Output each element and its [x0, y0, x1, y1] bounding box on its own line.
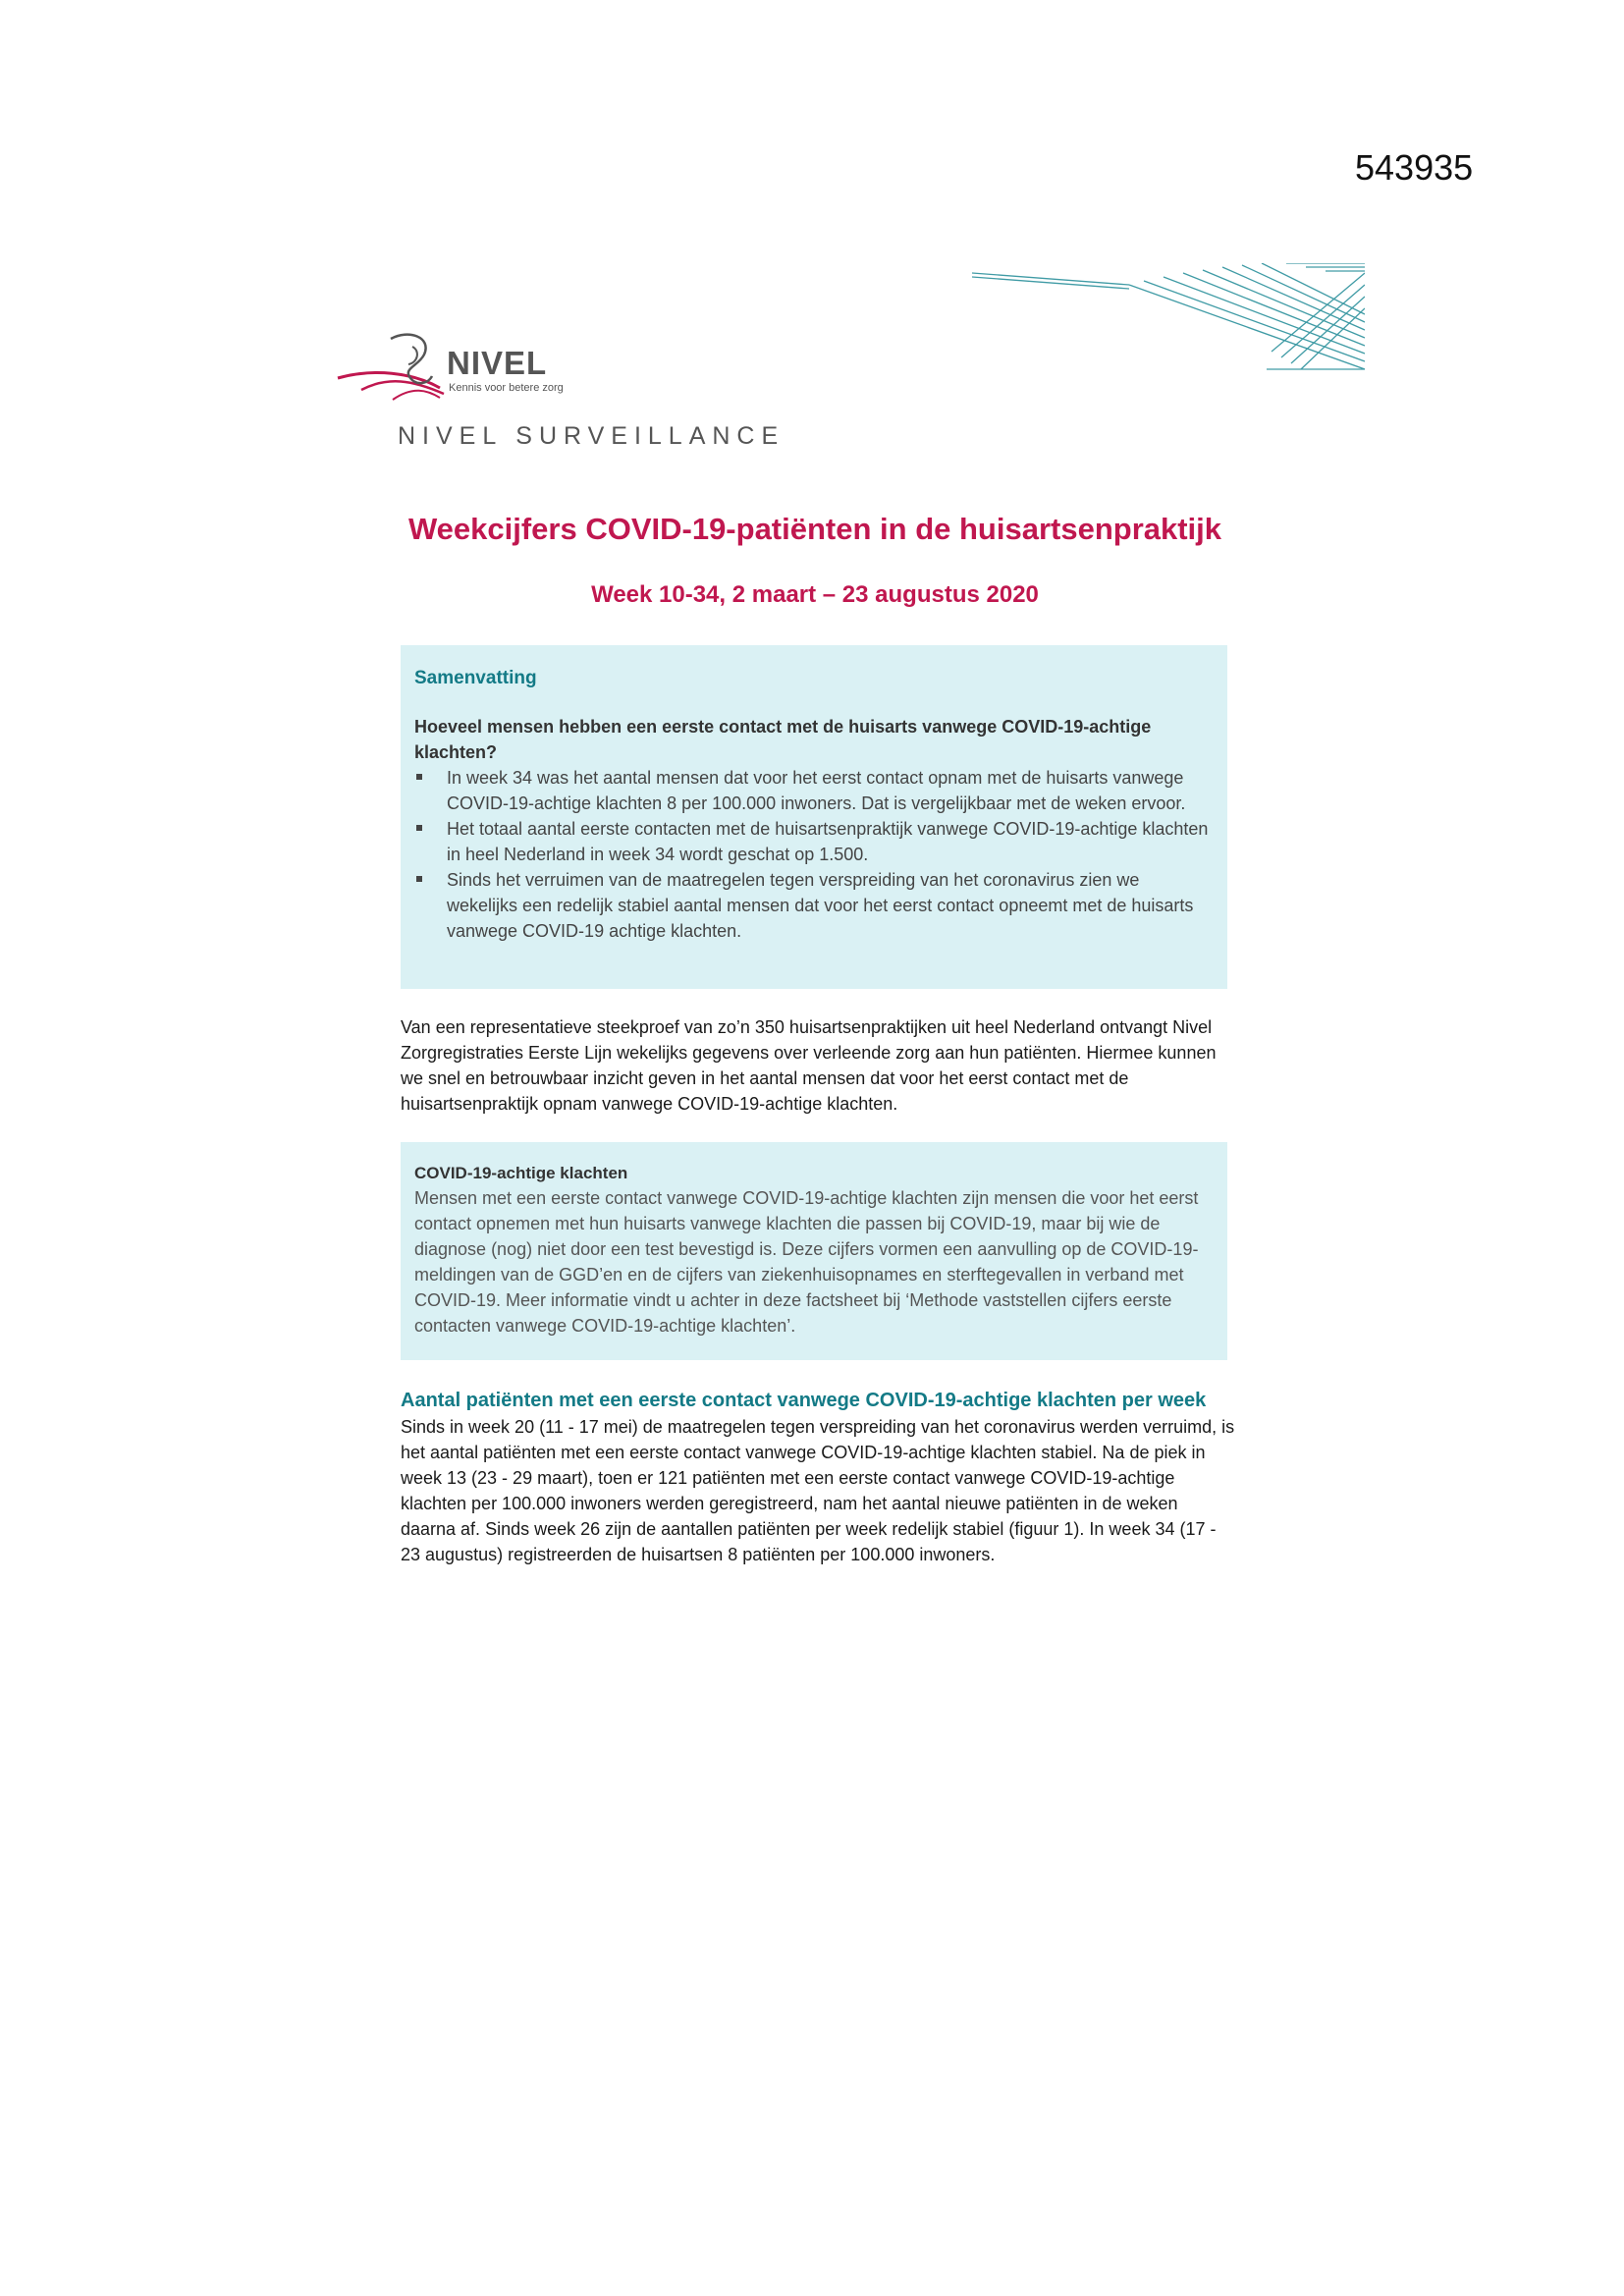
page-subtitle: Week 10-34, 2 maart – 23 augustus 2020 — [591, 581, 1039, 608]
section-paragraph: Sinds in week 20 (11 - 17 mei) de maatregelen tegen verspreiding van het coronavirus werden verruimd, is het aantal patiënten met een eerste contact vanwege COVID-19-achtige klachten stabiel. Na de piek in week 13 (23 - 29 maart), toen er 121 patiënten met een eerste contact vanwege COVID-19-achtige klachten per 100.000 inwoners werden geregistreerd, nam het aantal nieuwe patiënten in de weken daarna af. Sinds week 26 zijn de aantallen patiënten per week redelijk stabiel (figuur 1). In week 34 (17 - 23 augustus) registreerden de huisartsen 8 patiënten per 100.000 inwoners. — [401, 1417, 1235, 1564]
summary-box — [401, 645, 1227, 989]
summary-bullet: Sinds het verruimen van de maatregelen tegen verspreiding van het coronavirus zien we wekelijks een redelijk stabiel aantal mensen dat voor het eerst contact opneemt met de huisarts vanwege COVID-19 achtige klachten. — [414, 867, 1214, 944]
decorative-lines-graphic — [972, 263, 1365, 371]
series-label: NIVEL SURVEILLANCE — [398, 422, 785, 450]
summary-bullet: Het totaal aantal eerste contacten met de huisartsenpraktijk vanwege COVID-19-achtige klachten in heel Nederland in week 34 wordt geschat op 1.500. — [414, 816, 1214, 867]
summary-heading: Samenvatting — [414, 668, 537, 688]
summary-bullet: In week 34 was het aantal mensen dat voor het eerst contact opnam met de huisarts vanwege COVID-19-achtige klachten 8 per 100.000 inwoners. Dat is vergelijkbaar met de weken ervoor. — [414, 765, 1214, 816]
page-title: Weekcijfers COVID-19-patiënten in de huisartsenpraktijk — [407, 512, 1222, 546]
logo-wordmark — [447, 346, 564, 395]
covid-box-text: Mensen met een eerste contact vanwege COVID-19-achtige klachten zijn mensen die voor het eerst contact opnemen met hun huisarts vanwege klachten die passen bij COVID-19, maar bij wie de diagnose (nog) niet door een test bevestigd is. Deze cijfers vormen een aanvulling op de COVID-19-meldingen van de GGD’en en de cijfers van ziekenhuisopnames en sterftegevallen in verband met COVID-19. Meer informatie vindt u achter in deze factsheet bij ‘Methode vaststellen cijfers eerste contacten vanwege COVID-19-achtige klachten’. — [414, 1188, 1199, 1336]
intro-paragraph: Van een representatieve steekproef van zo’n 350 huisartsenpraktijken uit heel Nederland ontvangt Nivel Zorgregistraties Eerste Lijn wekelijks gegevens over verleende zorg aan hun patiënten. Hiermee kunnen we snel en betrouwbaar inzicht geven in het aantal mensen dat voor het eerst contact met de huisartsenpraktijk opnam vanwege COVID-19-achtige klachten. — [401, 1017, 1217, 1114]
summary-question: Hoeveel mensen hebben een eerste contact met de huisarts vanwege COVID-19-achtige klachten? — [414, 717, 1152, 762]
section-heading: Aantal patiënten met een eerste contact vanwege COVID-19-achtige klachten per week — [401, 1390, 1207, 1411]
covid-box-heading: COVID-19-achtige klachten — [414, 1164, 628, 1182]
covid-definition-box — [401, 1142, 1227, 1360]
logo-tagline: Kennis voor betere zorg — [449, 382, 564, 394]
logo-name: NIVEL — [447, 345, 548, 381]
document-id: 543935 — [1355, 147, 1474, 188]
summary-bullet-list — [414, 765, 1214, 944]
